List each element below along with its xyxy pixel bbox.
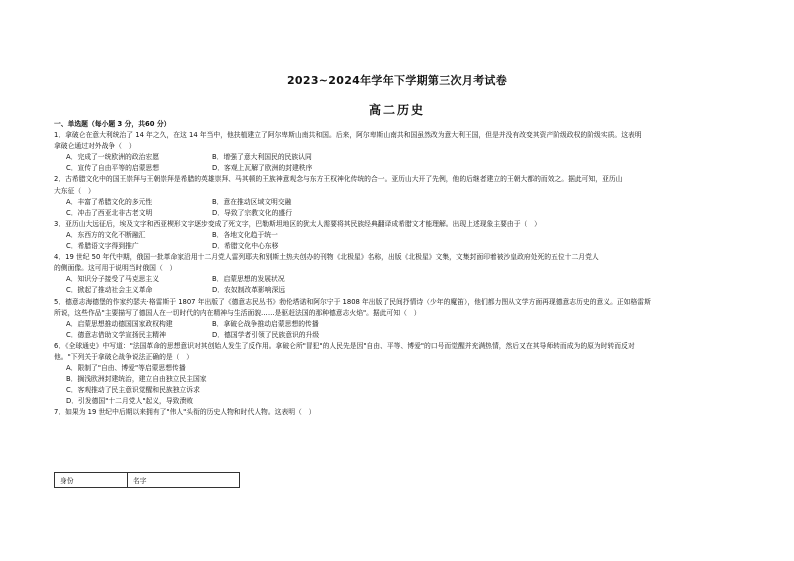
question-4-options-row-1: [54, 274, 744, 285]
option-b: B．搁浅欧洲封建统治，建立自由独立民主国家: [66, 375, 207, 384]
table-header-identity: 身份: [55, 473, 128, 488]
question-6-stem-continued: 他。"下列关于拿破仑战争说法正确的是（ ）: [54, 352, 194, 361]
option-b: B．启蒙思想的发展状况: [212, 275, 285, 284]
option-a: A．丰富了希腊文化的多元性: [66, 197, 153, 206]
option-b: B．增强了意大利国民的民族认同: [212, 153, 312, 162]
question-content: [54, 119, 744, 419]
option-c: C．希腊语文字得到推广: [66, 242, 139, 251]
table-row: [55, 473, 240, 488]
question-3-stem: 3．亚历山大远征后，埃及文字和西亚楔形文字逐步变成了死文字，巴勒斯坦地区的犹太人需要将其民族经典翻译成希腊文才能理解。出现上述现象主要由于（ ）: [54, 219, 541, 228]
question-3-options-row-1: [54, 230, 744, 241]
question-5-stem: 5．德意志海德堡的作家约瑟夫·格雷斯于 1807 年出版了《德意志民丛书》勃伦塔诺和阿尔宁于 1808 年出版了民间抒情诗（少年的魔笛），他们都力图从文学方面再现德意志历史的意义。正如格雷斯: [54, 297, 651, 306]
question-5-options-row-2: [54, 330, 744, 341]
option-c: C．宣传了自由平等的启蒙思想: [66, 164, 160, 173]
exam-title: 2023~2024年学年下学期第三次月考试卷: [286, 74, 508, 87]
option-a: A．知识分子接受了马克思主义: [66, 275, 160, 284]
question-4-stem-continued: 的侧面像。这可用于说明当时俄国（ ）: [54, 264, 177, 273]
question-1-options-row-2: [54, 163, 744, 174]
question-1-options-row-1: [54, 152, 744, 163]
option-a: A．限制了"自由、博爱"等启蒙思想传播: [66, 364, 186, 373]
option-d: D．农奴制改革影响深远: [212, 286, 286, 295]
question-7-table: [54, 472, 240, 488]
question-5-options-row-1: [54, 319, 744, 330]
table-header-name: 名字: [128, 473, 240, 488]
question-4-options-row-2: [54, 285, 744, 296]
option-d: D．德国学者引领了民族意识的升级: [212, 330, 320, 339]
option-a: A．启蒙思想推动德国国家政权构建: [66, 319, 173, 328]
question-5-stem-continued: 所说，这些作品"主要描写了德国人在一切时代的内在精神与生活面貌……是驱赶法国的那种德意志火焰"。据此可知（ ）: [54, 308, 421, 317]
question-2-options-row-1: [54, 197, 744, 208]
question-4-stem: 4．19 世纪 50 年代中期，俄国一批革命家沿用十二月党人雷列耶夫和别斯土热夫创办的刊物《北极星》名称，出版《北极星》文集，文集封面印着被沙皇政府处死的五位十二月党人: [54, 253, 599, 262]
question-7-stem: 7．如果为 19 世纪中后期以来拥有了"伟人"头衔的历史人物和时代人物。这表明（ ）: [54, 408, 316, 417]
option-c: C．冲击了西亚北非古老文明: [66, 208, 153, 217]
option-d: D．引发德国"十二月党人"起义，导致溃败: [66, 397, 194, 406]
option-a: A．完成了一统欧洲的政治宏愿: [66, 153, 160, 162]
option-c: C．客观推动了民主意识觉醒和民族独立诉求: [66, 386, 200, 395]
option-b: B．意在推动区域文明交融: [212, 197, 292, 206]
question-1-stem-continued: 拿破仑通过对外战争（ ）: [54, 142, 136, 151]
option-c: C．德意志借助文学宣扬民主精神: [66, 330, 166, 339]
question-6-stem: 6．《全球通史》中写道："法国革命的思想意识对其创始人发生了反作用。拿破仑所"冒犯"的人民先是因"自由、平等、博爱"的口号而觉醒并充满热情，然后又在其导师转而成为的原为时转而反对: [54, 341, 635, 350]
option-d: D．希腊文化中心东移: [212, 242, 279, 251]
question-2-stem: 2．古希腊文化中的国王崇拜与王朝崇拜是希腊的英雄崇拜、马其顿的王族神意观念与东方王权神化传统的合一。亚历山大开了先例，他的后继者建立的王朝大都的而效之。据此可知，亚历山: [54, 175, 623, 184]
option-d: D．导致了宗教文化的盛行: [212, 208, 292, 217]
question-2-stem-continued: 大东征（ ）: [54, 186, 95, 195]
exam-subtitle: 高二历史: [368, 103, 425, 117]
option-a: A．东西方的文化不断融汇: [66, 230, 146, 239]
question-2-options-row-2: [54, 208, 744, 219]
question-1-stem: 1．拿破仑在意大利统治了 14 年之久，在这 14 年当中，他扶植建立了阿尔卑斯山南共和国。后来，阿尔卑斯山南共和国虽然改为意大利王国，但是并没有改变其资产阶级政权的阶级实质。这表明: [54, 131, 642, 140]
option-b: B．拿破仑战争推动启蒙思想的传播: [212, 319, 319, 328]
option-d: D．客观上瓦解了欧洲的封建秩序: [212, 164, 313, 173]
section-heading: 一、单选题（每小题 3 分，共60 分）: [54, 120, 171, 128]
question-3-options-row-2: [54, 241, 744, 252]
option-c: C．掀起了推动社会主义革命: [66, 286, 153, 295]
option-b: B．各地文化趋于统一: [212, 230, 278, 239]
